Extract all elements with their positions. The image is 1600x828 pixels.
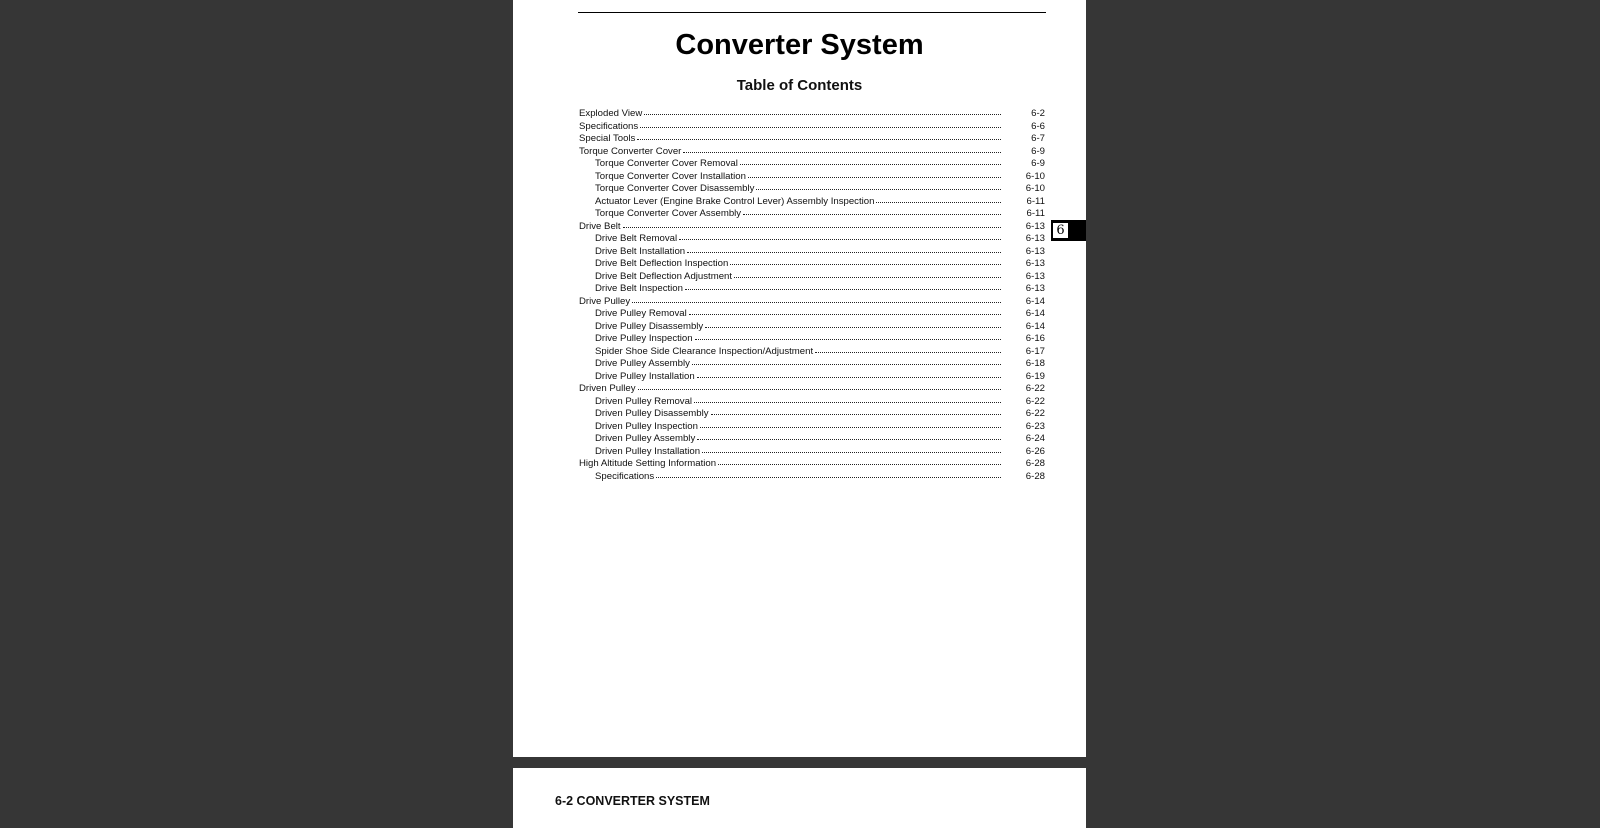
toc-entry-title: Torque Converter Cover Disassembly [595, 183, 755, 194]
toc-entry-title: Torque Converter Cover Assembly [595, 208, 742, 219]
toc-entry-page-number: 6-23 [1025, 420, 1045, 432]
dot-leader [640, 119, 1001, 128]
dot-leader [694, 394, 1001, 403]
dot-leader [734, 269, 1001, 278]
chapter-tab-number: 6 [1053, 223, 1068, 238]
toc-entry-title: Driven Pulley [579, 383, 636, 394]
dot-leader [697, 369, 1001, 378]
dot-leader [695, 331, 1001, 340]
toc-entry-title: Driven Pulley Removal [595, 395, 693, 407]
dot-leader [679, 231, 1001, 240]
dot-leader [656, 469, 1001, 478]
toc-entry-page-number: 6-11 [1026, 195, 1045, 207]
toc-entry-title: Driven Pulley Disassembly [595, 408, 709, 419]
toc-entry-title: Specifications [579, 120, 639, 132]
toc-entry-page-number: 6-26 [1025, 445, 1045, 457]
dot-leader [683, 144, 1001, 153]
dot-leader [718, 456, 1001, 465]
dot-leader [637, 131, 1001, 140]
toc-entry-page-number: 6-28 [1025, 458, 1045, 469]
dot-leader [711, 406, 1001, 415]
toc-entry-title: Driven Pulley Assembly [595, 433, 696, 444]
toc-entry-page-number: 6-13 [1025, 233, 1045, 244]
dot-leader [638, 381, 1001, 390]
dot-leader [705, 319, 1001, 328]
toc-entry-title: Actuator Lever (Engine Brake Control Lever) Assembly Inspection [595, 195, 875, 207]
toc-entry-title: High Altitude Setting Information [579, 458, 717, 469]
table-of-contents [579, 107, 1045, 482]
toc-entry-title: Drive Pulley Disassembly [595, 320, 704, 332]
chapter-tab [1051, 220, 1086, 241]
toc-entry-page-number: 6-10 [1025, 183, 1045, 194]
toc-entry-page-number: 6-13 [1025, 258, 1045, 269]
toc-entry[interactable] [579, 470, 1045, 483]
toc-entry-title: Drive Pulley Assembly [595, 358, 690, 369]
toc-entry-title: Torque Converter Cover [579, 145, 682, 157]
dot-leader [632, 294, 1001, 303]
toc-entry-page-number: 6-9 [1031, 158, 1045, 169]
dot-leader [815, 344, 1001, 353]
toc-entry-page-number: 6-7 [1031, 133, 1045, 144]
toc-entry-page-number: 6-18 [1025, 358, 1045, 369]
toc-entry-page-number: 6-22 [1025, 408, 1045, 419]
dot-leader [689, 306, 1001, 315]
toc-entry-page-number: 6-17 [1025, 345, 1045, 357]
dot-leader [644, 106, 1001, 115]
dot-leader [730, 256, 1001, 265]
toc-entry-title: Drive Belt [579, 220, 621, 232]
toc-entry-page-number: 6-14 [1025, 320, 1045, 332]
toc-heading: Table of Contents [736, 77, 863, 94]
dot-leader [623, 219, 1001, 228]
toc-entry-page-number: 6-13 [1025, 270, 1045, 282]
toc-entry-title: Driven Pulley Installation [595, 445, 701, 457]
dot-leader [692, 356, 1001, 365]
toc-entry-page-number: 6-14 [1025, 308, 1045, 319]
toc-entry-title: Specifications [595, 470, 655, 482]
toc-entry-page-number: 6-2 [1031, 108, 1045, 119]
dot-leader [743, 206, 1001, 215]
top-rule [578, 12, 1046, 13]
running-head: 6-2 CONVERTER SYSTEM [555, 794, 710, 808]
toc-entry-title: Exploded View [579, 108, 643, 119]
dot-leader [685, 281, 1001, 290]
toc-entry-page-number: 6-13 [1025, 283, 1045, 294]
toc-entry-title: Torque Converter Cover Removal [595, 158, 738, 169]
toc-entry-title: Special Tools [579, 133, 636, 144]
document-page [513, 0, 1086, 757]
toc-entry-title: Drive Pulley [579, 295, 631, 307]
dot-leader [687, 244, 1001, 253]
toc-entry-page-number: 6-6 [1031, 120, 1045, 132]
dot-leader [748, 169, 1001, 178]
toc-entry-page-number: 6-22 [1025, 383, 1045, 394]
toc-entry-title: Drive Pulley Installation [595, 370, 695, 382]
toc-entry-page-number: 6-13 [1025, 220, 1045, 232]
toc-entry-title: Drive Belt Removal [595, 233, 678, 244]
toc-entry-page-number: 6-11 [1026, 208, 1045, 219]
toc-entry-page-number: 6-24 [1025, 433, 1045, 444]
toc-entry-title: Spider Shoe Side Clearance Inspection/Adjustment [595, 345, 814, 357]
toc-entry-title: Drive Pulley Removal [595, 308, 687, 319]
dot-leader [702, 444, 1001, 453]
toc-entry-title: Drive Belt Installation [595, 245, 686, 257]
toc-entry-title: Drive Belt Deflection Adjustment [595, 270, 733, 282]
toc-entry-title: Drive Belt Deflection Inspection [595, 258, 729, 269]
toc-entry-title: Torque Converter Cover Installation [595, 170, 746, 182]
dot-leader [700, 419, 1001, 428]
chapter-title: Converter System [675, 29, 924, 61]
toc-entry-page-number: 6-28 [1025, 470, 1045, 482]
toc-entry-page-number: 6-14 [1025, 295, 1045, 307]
toc-entry-page-number: 6-13 [1025, 245, 1045, 257]
toc-entry-page-number: 6-10 [1025, 170, 1045, 182]
toc-entry-title: Drive Pulley Inspection [595, 333, 693, 344]
dot-leader [740, 156, 1001, 165]
toc-entry-page-number: 6-22 [1025, 395, 1045, 407]
toc-entry-page-number: 6-16 [1025, 333, 1045, 344]
toc-entry-page-number: 6-9 [1031, 145, 1045, 157]
dot-leader [756, 181, 1001, 190]
dot-leader [876, 194, 1001, 203]
toc-entry-page-number: 6-19 [1025, 370, 1045, 382]
toc-entry-title: Driven Pulley Inspection [595, 420, 698, 432]
toc-entry-title: Drive Belt Inspection [595, 283, 683, 294]
next-page [513, 768, 1086, 828]
dot-leader [697, 431, 1001, 440]
